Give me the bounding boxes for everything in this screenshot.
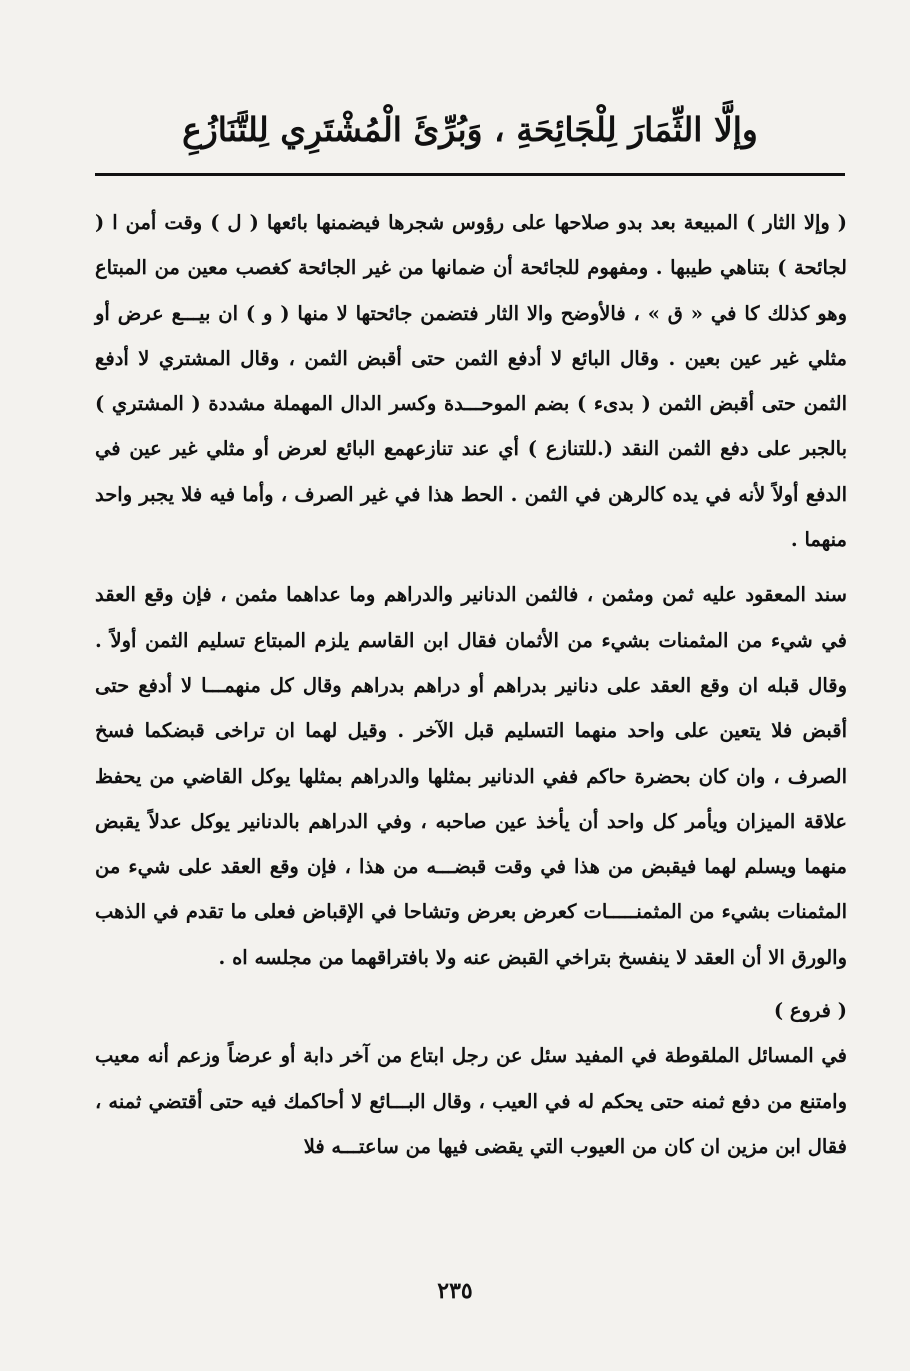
paragraph-2: سند المعقود عليه ثمن ومثمن ، فالثمن الدنانير والدراهم وما عداهما مثمن ، فإن وقع العقد في شيء من المثمنات بشيء من الأثمان فقال ابن القاسم يلزم المبتاع تسليم الثمن أولاً . وقال قبله ان وقع العقد على دنانير بدراهم أو دراهم بدراهم وقال كل منهمـــا لا أدفع حتى أقبض فلا يتعين على واحد منهما التسليم قبل الآخر . وقيل لهما ان تراخى قبضكما فسخ الصرف ، وان كان بحضرة حاكم ففي الدنانير بمثلها والدراهم بمثلها يوكل القاضي من يحفظ علاقة الميزان ويأمر كل واحد أن يأخذ عين صاحبه ، وفي الدراهم بالدنانير يوكل عدلاً يقبض منهما ويسلم لهما فيقبض من هذا في وقت قبضـــه من هذا ، فإن وقع العقد على شيء من المثمنات بشيء من المثمنـــــات كعرض بعرض وتشاحا في الإقباض فعلى ما تقدم في الذهب والورق الا أن العقد لا ينفسخ بتراخي القبض عنه ولا بافتراقهما من مجلسه اه .: [95, 583, 847, 969]
section-heading-furu: ( فروع ): [773, 999, 847, 1023]
page-body: [95, 200, 847, 1169]
paragraph-1: ( وإلا الثار ) المبيعة بعد بدو صلاحها على رؤوس شجرها فيضمنها بائعها ( ل ) وقت أمن ا ( لجائحة ) بتناهي طيبها . ومفهوم للجائحة أن ضمانها من غير الجائحة كغصب معين من المبتاع وهو كذلك كا في « ق » ، فالأوضح والا الثار فتضمن جائحتها لا منها ( و ) ان بيـــع عرض أو مثلي غير عين بعين . وقال البائع لا أدفع الثمن حتى أقبض الثمن ، وقال المشتري لا أدفع الثمن حتى أقبض الثمن ( بدىء ) بضم الموحـــدة وكسر الدال المهملة مشددة ( المشتري ) بالجبر على دفع الثمن النقد (.للتنازع ) أي عند تنازعهمع البائع لعرض أو مثلي غير عين في الدفع أولاً لأنه في يده كالرهن في الثمن . الحط هذا في غير الصرف ، وأما فيه فلا يجبر واحد منهما .: [95, 211, 848, 552]
page-header-title: وإلَّا الثِّمَارَ لِلْجَائِحَةِ ، وَبُرِّئَ الْمُشْتَرِي لِلتَّنَازُعِ: [182, 110, 758, 149]
page-number: ٢٣٥: [437, 1278, 473, 1304]
paragraph-3: في المسائل الملقوطة في المفيد سئل عن رجل ابتاع من آخر دابة أو عرضاً وزعم أنه معيب وامتنع من دفع ثمنه حتى يحكم له في العيب ، وقال البـــائع لا أحاكمك فيه حتى أقتضي ثمنه ، فقال ابن مزين ان كان من العيوب التي يقضى فيها من ساعتـــه فلا: [95, 1044, 847, 1158]
header-divider: [95, 173, 845, 176]
